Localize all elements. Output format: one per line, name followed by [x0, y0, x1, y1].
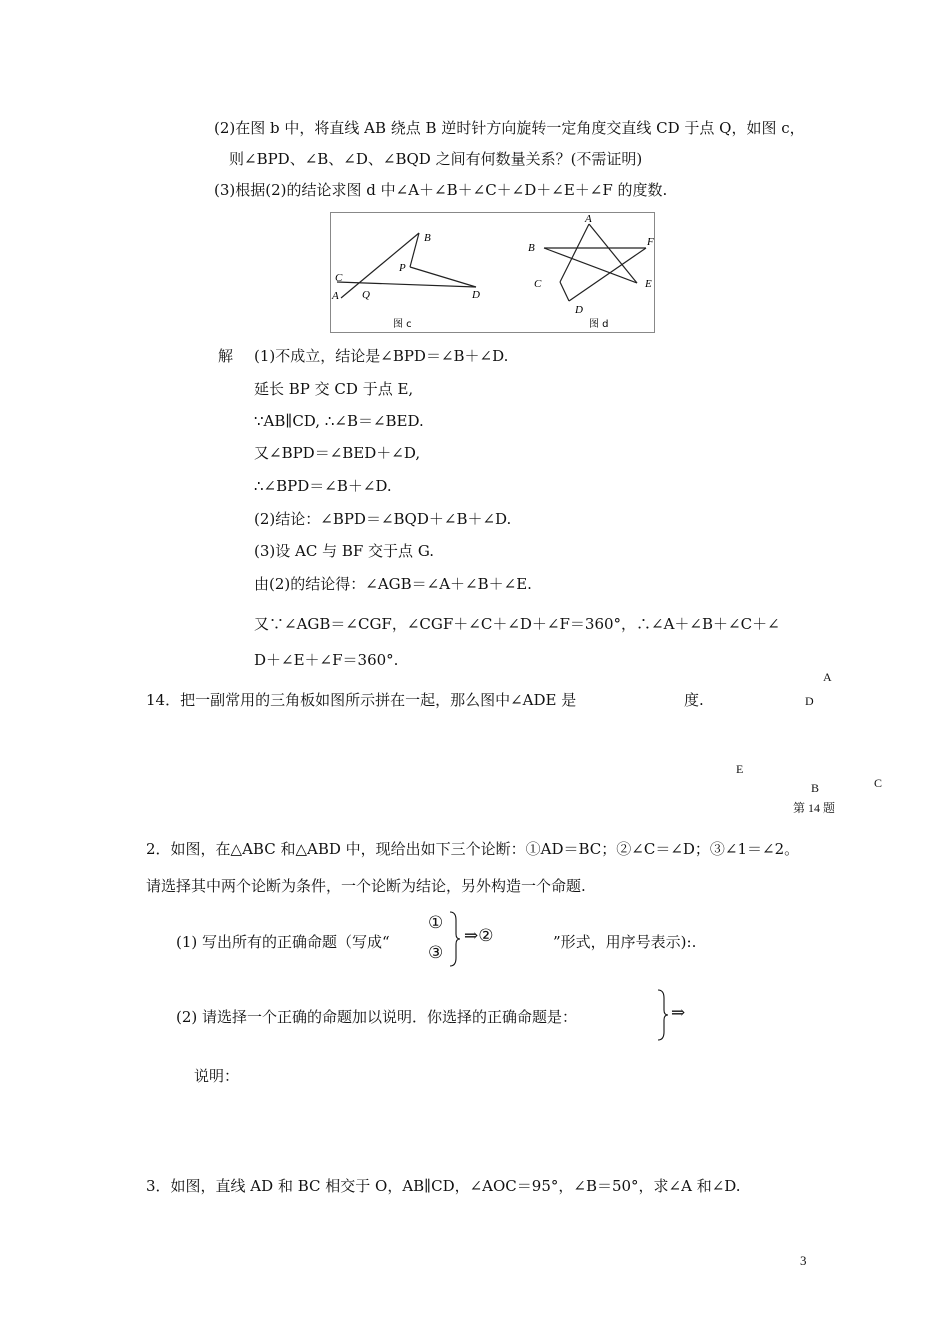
q2-line2: 请选择其中两个论断为条件，一个论断为结论，另外构造一个命题.	[146, 877, 586, 895]
q2-part2: (2) 请选择一个正确的命题加以说明．你选择的正确命题是：	[176, 1008, 578, 1026]
solution-line-7: (3)设 AC 与 BF 交于点 G.	[254, 542, 435, 560]
fig-c-line-bp	[410, 233, 419, 267]
q3-text: 3．如图，直线 AD 和 BC 相交于 O，AB∥CD，∠AOC＝95°，∠B＝50°，求∠A 和∠D.	[146, 1177, 741, 1195]
fig-d-label-e: E	[645, 278, 652, 290]
q2-part1-brace	[448, 910, 462, 968]
q2-part1-suffix: ”形式，用序号表示):.	[553, 933, 697, 951]
fig-c-line-pd	[410, 267, 476, 287]
fig-d-caption: 图 d	[589, 319, 609, 330]
fig-c-line-ab	[341, 233, 419, 298]
fig-c-lines	[337, 233, 476, 298]
fig-d-line-df	[569, 248, 646, 301]
q14-label-a: A	[823, 670, 832, 684]
q14-label-d: D	[805, 694, 814, 708]
q13-part2-line2: 则∠BPD、∠B、∠D、∠BQD 之间有何数量关系？(不需证明)	[229, 150, 643, 168]
q2-part1-prefix: (1) 写出所有的正确命题（写成“	[176, 933, 390, 951]
q2-explain: 说明：	[194, 1067, 240, 1085]
fig-d-label-c: C	[534, 278, 542, 290]
q14-caption: 第 14 题	[793, 801, 836, 815]
fig-d-line-cd	[560, 282, 569, 301]
solution-line-9: 又∵∠AGB＝∠CGF，∠CGF＋∠C＋∠D＋∠F＝360°，∴∠A＋∠B＋∠C＋∠	[254, 615, 780, 633]
q2-line1: 2．如图，在△ABC 和△ABD 中，现给出如下三个论断：①AD＝BC；②∠C＝∠D；③∠1＝∠2。	[146, 840, 800, 858]
q2-part2-brace	[656, 988, 670, 1042]
fig-d-label-a: A	[585, 213, 592, 225]
solution-line-4: 又∠BPD＝∠BED＋∠D,	[254, 444, 421, 462]
fig-c-label-c: C	[335, 272, 343, 284]
q2-part1-top: ①	[428, 913, 444, 933]
q2-part1-arrow: ⇒②	[464, 926, 494, 946]
fig-c-label-p: P	[399, 262, 406, 274]
q2-part2-arrow: ⇒	[671, 1003, 686, 1023]
fig-d-label-b: B	[528, 242, 535, 254]
solution-head: 解	[218, 347, 234, 365]
figure-drawing	[331, 213, 656, 334]
solution-line-3: ∵AB∥CD, ∴∠B＝∠BED.	[254, 412, 424, 430]
q13-part3: (3)根据(2)的结论求图 d 中∠A＋∠B＋∠C＋∠D＋∠E＋∠F 的度数.	[214, 181, 668, 199]
fig-d-lines	[544, 224, 646, 301]
fig-c-label-q: Q	[362, 289, 370, 301]
q2-part1-bottom: ③	[428, 943, 444, 963]
fig-c-label-b: B	[424, 232, 431, 244]
fig-c-label-d: D	[472, 289, 480, 301]
q14-unit: 度.	[684, 691, 704, 709]
q14-label-e: E	[736, 762, 744, 776]
solution-line-6: (2)结论：∠BPD＝∠BQD＋∠B＋∠D.	[254, 510, 512, 528]
page-number: 3	[800, 1253, 807, 1268]
solution-line-1: (1)不成立，结论是∠BPD＝∠B＋∠D.	[254, 347, 509, 365]
q13-part2-line1: (2)在图 b 中，将直线 AB 绕点 B 逆时针方向旋转一定角度交直线 CD 于点 Q，如图 c，	[214, 119, 805, 137]
fig-c-caption: 图 c	[393, 319, 412, 330]
fig-c-label-a: A	[332, 290, 339, 302]
solution-line-10: D＋∠E＋∠F＝360°.	[254, 651, 399, 669]
solution-line-5: ∴∠BPD＝∠B＋∠D.	[254, 477, 392, 495]
q14-label-c: C	[874, 776, 883, 790]
fig-d-label-f: F	[647, 236, 654, 248]
solution-line-8: 由(2)的结论得：∠AGB＝∠A＋∠B＋∠E.	[254, 575, 532, 593]
q14-text: 14．把一副常用的三角板如图所示拼在一起，那么图中∠ADE 是	[146, 691, 577, 709]
figure-box	[330, 212, 655, 333]
q14-label-b: B	[811, 781, 820, 795]
fig-d-label-d: D	[575, 304, 583, 316]
fig-d-line-ac	[560, 224, 589, 282]
solution-line-2: 延长 BP 交 CD 于点 E,	[254, 380, 414, 398]
